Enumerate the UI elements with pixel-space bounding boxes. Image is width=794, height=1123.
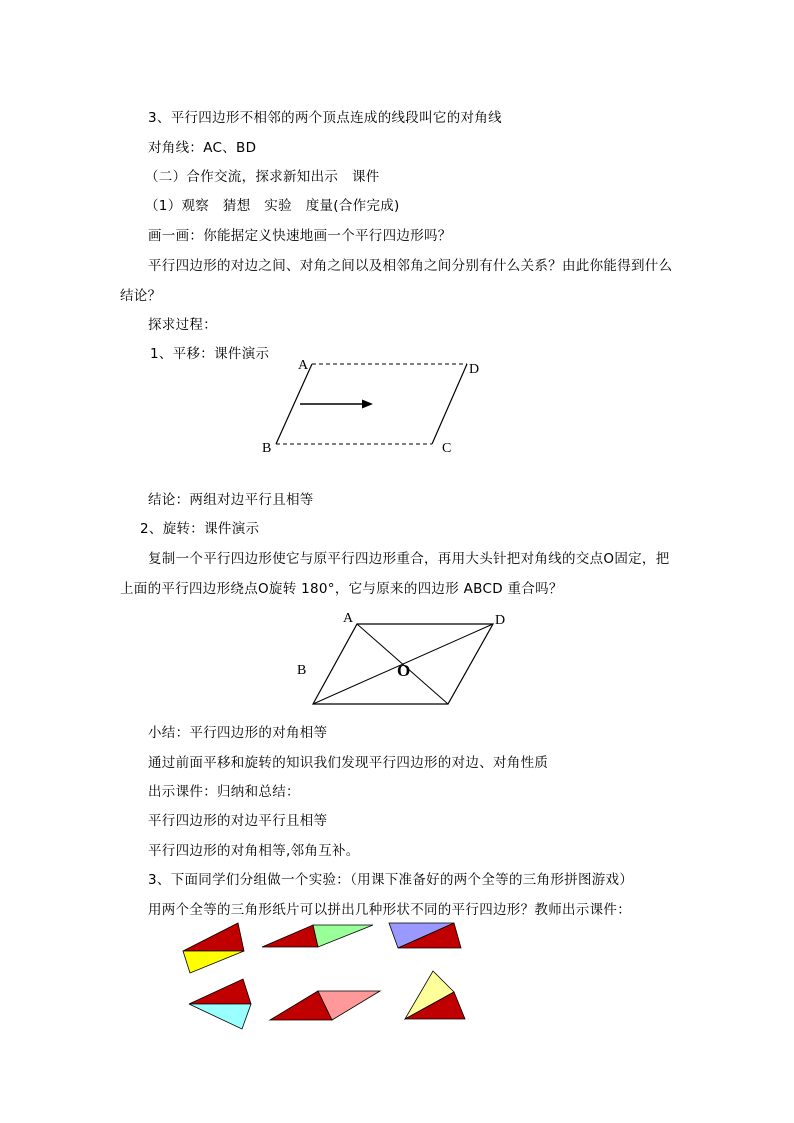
text-line-diagonal-definition: 3、平行四边形不相邻的两个顶点连成的线段叫它的对角线 [148,110,502,126]
text-line-rotation: 2、旋转：课件演示 [140,521,260,537]
triangle-cyan-4 [189,1004,251,1029]
text-line-diagonals: 对角线：AC、BD [148,140,257,156]
text-line-observe: （1）观察 猜想 实验 度量(合作完成) [145,198,400,214]
text-line-experiment: 3、下面同学们分组做一个实验：（用课下准备好的两个全等的三角形拼图游戏） [148,872,634,888]
fig1-label-c: C [442,441,452,456]
text-line-conclusion-question: 结论？ [120,288,162,304]
text-line-translation: 1、平移：课件演示 [150,346,270,362]
fig1-label-d: D [469,362,480,377]
fig2-label-o: O [397,661,411,680]
triangle-green-2 [313,925,373,947]
triangle-red-4 [189,979,251,1004]
text-line-draw-question: 画一画：你能据定义快速地画一个平行四边形吗？ [148,228,452,244]
triangle-red-1 [183,923,244,951]
text-line-discovery: 通过前面平移和旋转的知识我们发现平行四边形的对边、对角性质 [148,755,549,771]
text-line-triangle-question: 用两个全等的三角形纸片可以拼出几种形状不同的平行四边形？教师出示课件： [148,902,631,918]
text-line-rotation-desc-2: 上面的平行四边形绕点O旋转 180°，它与原来的四边形 ABCD 重合吗？ [120,581,563,597]
text-line-translation-conclusion: 结论：两组对边平行且相等 [148,492,314,508]
text-line-process: 探求过程： [148,317,217,333]
text-line-property-sides: 平行四边形的对边平行且相等 [148,813,328,829]
text-line-section-two: （二）合作交流，探求新知出示 课件 [145,169,380,185]
text-line-property-angles: 平行四边形的对角相等,邻角互补。 [148,843,360,859]
fig1-label-a: A [298,358,309,373]
fig2-label-d: D [495,613,506,628]
text-line-relationship-question: 平行四边形的对边之间、对角之间以及相邻角之间分别有什么关系？由此你能得到什么 [148,258,673,274]
text-line-rotation-desc-1: 复制一个平行四边形使它与原平行四边形重合，再用大头针把对角线的交点O固定，把 [148,551,670,567]
triangle-red-2 [262,925,318,947]
fig2-label-b: B [297,663,307,678]
text-line-courseware: 出示课件：归纳和总结： [148,784,300,800]
fig1-label-b: B [262,441,272,456]
triangle-yellow-1 [183,951,244,973]
text-line-summary: 小结：平行四边形的对角相等 [148,725,328,741]
fig2-label-a: A [343,611,354,626]
